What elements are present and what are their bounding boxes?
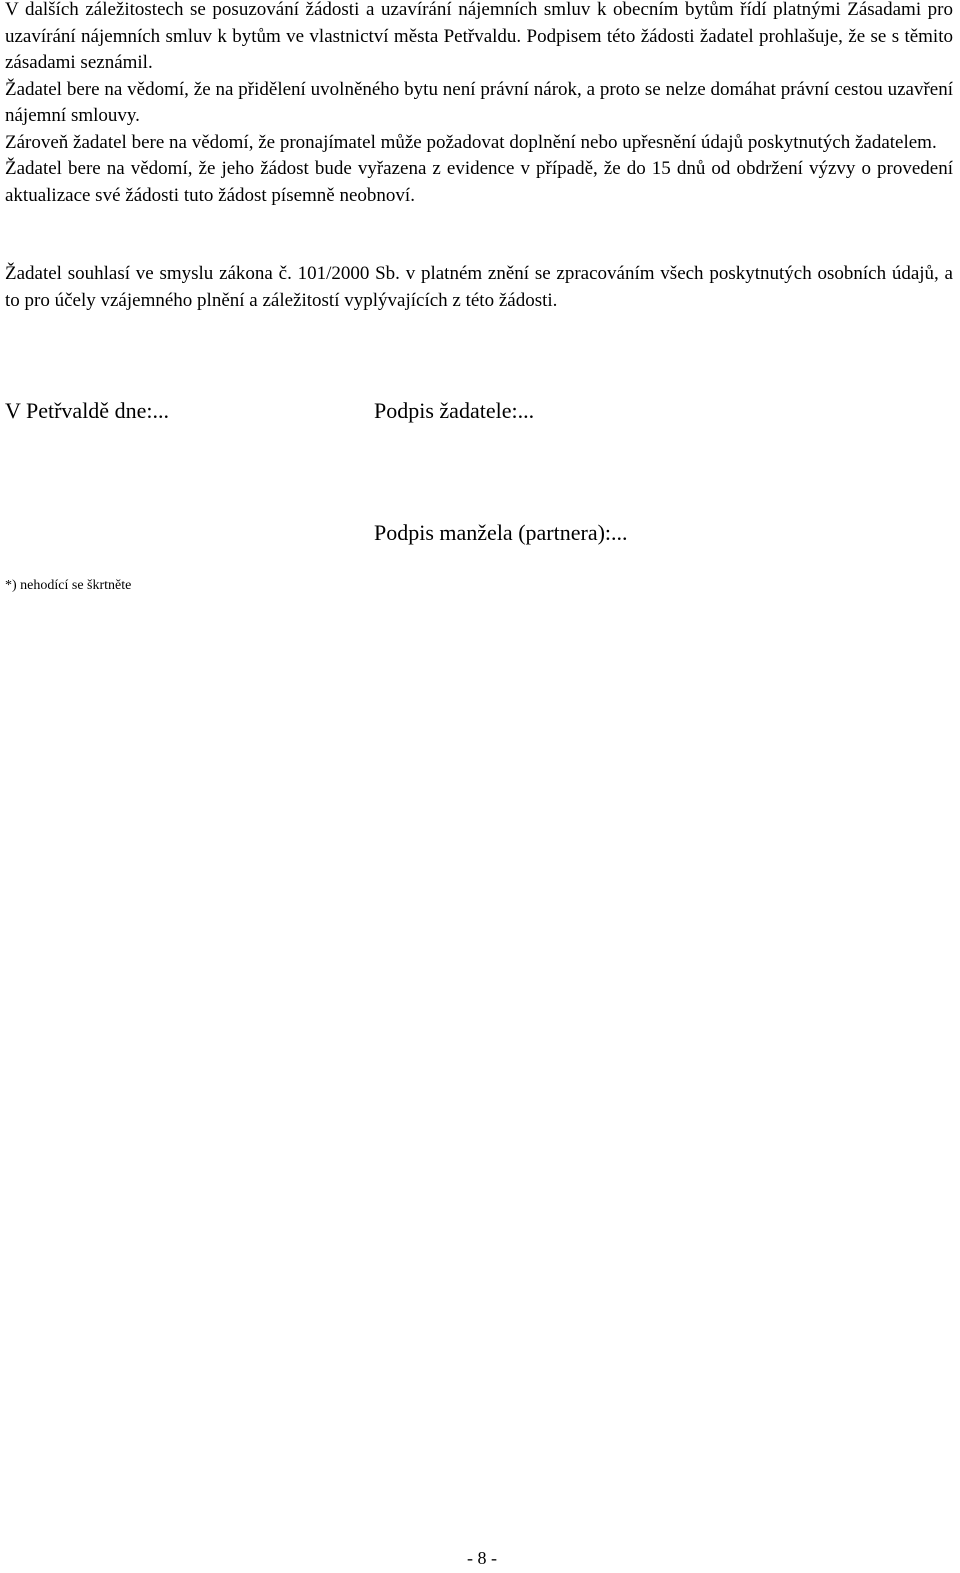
page-number: - 8 - <box>467 1548 497 1568</box>
date-signature-line: V Petřvaldě dne:... <box>5 398 169 423</box>
page-number-row <box>0 1547 960 1569</box>
terms-block <box>5 0 953 209</box>
footnote: *) nehodící se škrtněte <box>5 578 132 593</box>
applicant-signature-line: Podpis žadatele:... <box>374 398 535 423</box>
terms-paragraph-4: Žadatel bere na vědomí, že jeho žádost bude vyřazena z evidence v případě, že do 15 dnů od obdržení výzvy o provedení aktualizace své žádosti tuto žádost písemně neobnoví. <box>5 158 953 206</box>
terms-paragraph-2: Žadatel bere na vědomí, že na přidělení uvolněného bytu není právní nárok, a proto se nelze domáhat právní cestou uzavření nájemní smlouvy. <box>5 78 953 126</box>
terms-paragraph-3: Zároveň žadatel bere na vědomí, že pronajímatel může požadovat doplnění nebo upřesnění údajů poskytnutých žadatelem. <box>5 131 937 153</box>
consent-paragraph: Žadatel souhlasí ve smyslu zákona č. 101/2000 Sb. v platném znění se zpracováním všech poskytnutých osobních údajů, a to pro účely vzájemného plnění a záležitostí vyplývajících z této žádosti. <box>5 263 953 311</box>
terms-paragraph-1: V dalších záležitostech se posuzování žádosti a uzavírání nájemních smluv k obecním bytům řídí platnými Zásadami pro uzavírání nájemních smluv k bytům ve vlastnictví města Petřvaldu. Podpisem této žádosti žadatel prohlašuje, že se s těmito zásadami seznámil. <box>5 0 953 73</box>
spouse-signature-line: Podpis manžela (partnera):... <box>374 520 628 545</box>
